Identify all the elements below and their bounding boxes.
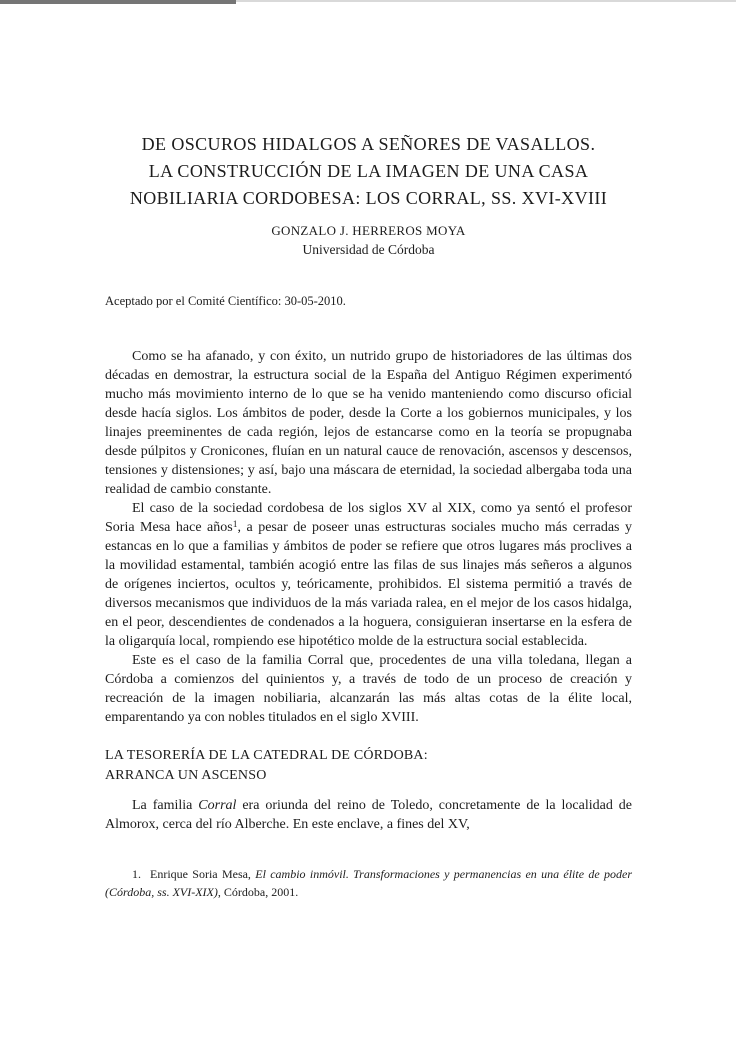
article-title <box>105 131 632 212</box>
section-heading <box>105 746 632 786</box>
paragraph-2 <box>105 499 632 651</box>
footnote <box>105 865 632 901</box>
footnote-publication-info: , Córdoba, 2001. <box>217 885 299 899</box>
paragraph-1 <box>105 347 632 499</box>
author-name: GONZALO J. HERREROS MOYA <box>271 223 466 238</box>
author-affiliation: Universidad de Córdoba <box>302 242 435 257</box>
paragraph-4 <box>105 796 632 834</box>
section-heading-line-2: ARRANCA UN ASCENSO <box>105 768 267 783</box>
paragraph-1-text: Como se ha afanado, y con éxito, un nutrido grupo de historiadores de las últimas dos décadas en demostrar, la estructura social de la España del Antiguo Régimen experimentó mucho más movimiento interno de lo que se ha venido manteniendo como discurso oficial desde hacía siglos. Los ámbitos de poder, desde la Corte a los gobiernos municipales, y los linajes preeminentes de cada región, lejos de estancarse como en la teoría se propugnaba desde púlpitos y Cronicones, fluían en un natural cauce de renovación, ascensos y descensos, tensiones y distensiones; y así, bajo una máscara de eternidad, la sociedad albergaba toda una realidad de cambio constante. <box>105 349 632 497</box>
paragraph-4-text-start: La familia <box>132 798 199 813</box>
footnote-reference-marker: 1 <box>232 520 238 530</box>
footnote-book-title-italic: El cambio inmóvil. Transformaciones y permanencias en una élite de poder (Córdoba, ss. XVI-XIX) <box>105 867 632 899</box>
paragraph-3 <box>105 651 632 727</box>
title-line-3: NOBILIARIA CORDOBESA: LOS CORRAL, SS. XVI-XVIII <box>129 188 608 208</box>
page-content <box>105 0 632 901</box>
paragraph-3-text: Este es el caso de la familia Corral que, procedentes de una villa toledana, llegan a Córdoba a comienzos del quinientos y, a través de todo de un proceso de creación y recreación de la imagen nobiliaria, alcanzarán las más altas cotas de la élite local, emparentando ya con nobles titulados en el siglo XVIII. <box>105 653 632 725</box>
paragraph-2-text-before-ref: El caso de la sociedad cordobesa de los siglos XV al XIX, como ya sentó el profesor Soria Mesa hace años <box>105 501 632 535</box>
article-body <box>105 347 632 727</box>
accepted-note: Aceptado por el Comité Científico: 30-05-2010. <box>105 294 346 308</box>
author-block <box>105 221 632 259</box>
footnote-author: Enrique Soria Mesa, <box>150 867 256 881</box>
footnote-number: 1. <box>132 867 141 881</box>
paragraph-2-text-after-ref: , a pesar de poseer unas estructuras sociales mucho más cerradas y estancas en lo que a familias y ámbitos de poder se refiere que otros lugares más proclives a la movilidad estamental, también acogió entre las filas de sus linajes más señeros a algunos de orígenes inciertos, ocultos y, teóricamente, prohibidos. El sistema permitió a través de diversos mecanismos que individuos de la más variada ralea, en el mejor de los casos hidalga, en el peor, descendientes de condenados a la hoguera, consiguieran insertarse en la esfera de la oligarquía local, rompiendo ese hipotético molde de la estructura social establecida. <box>105 520 632 649</box>
title-line-2: LA CONSTRUCCIÓN DE LA IMAGEN DE UNA CASA <box>148 161 589 181</box>
family-name-italic: Corral <box>198 798 237 813</box>
section-heading-line-1: LA TESORERÍA DE LA CATEDRAL DE CÓRDOBA: <box>105 748 428 763</box>
paragraph-4-text-end: era oriunda del reino de Toledo, concretamente de la localidad de Almorox, cerca del río Alberche. En este enclave, a fines del XV, <box>105 798 632 832</box>
title-line-1: DE OSCUROS HIDALGOS A SEÑORES DE VASALLOS. <box>141 134 596 154</box>
